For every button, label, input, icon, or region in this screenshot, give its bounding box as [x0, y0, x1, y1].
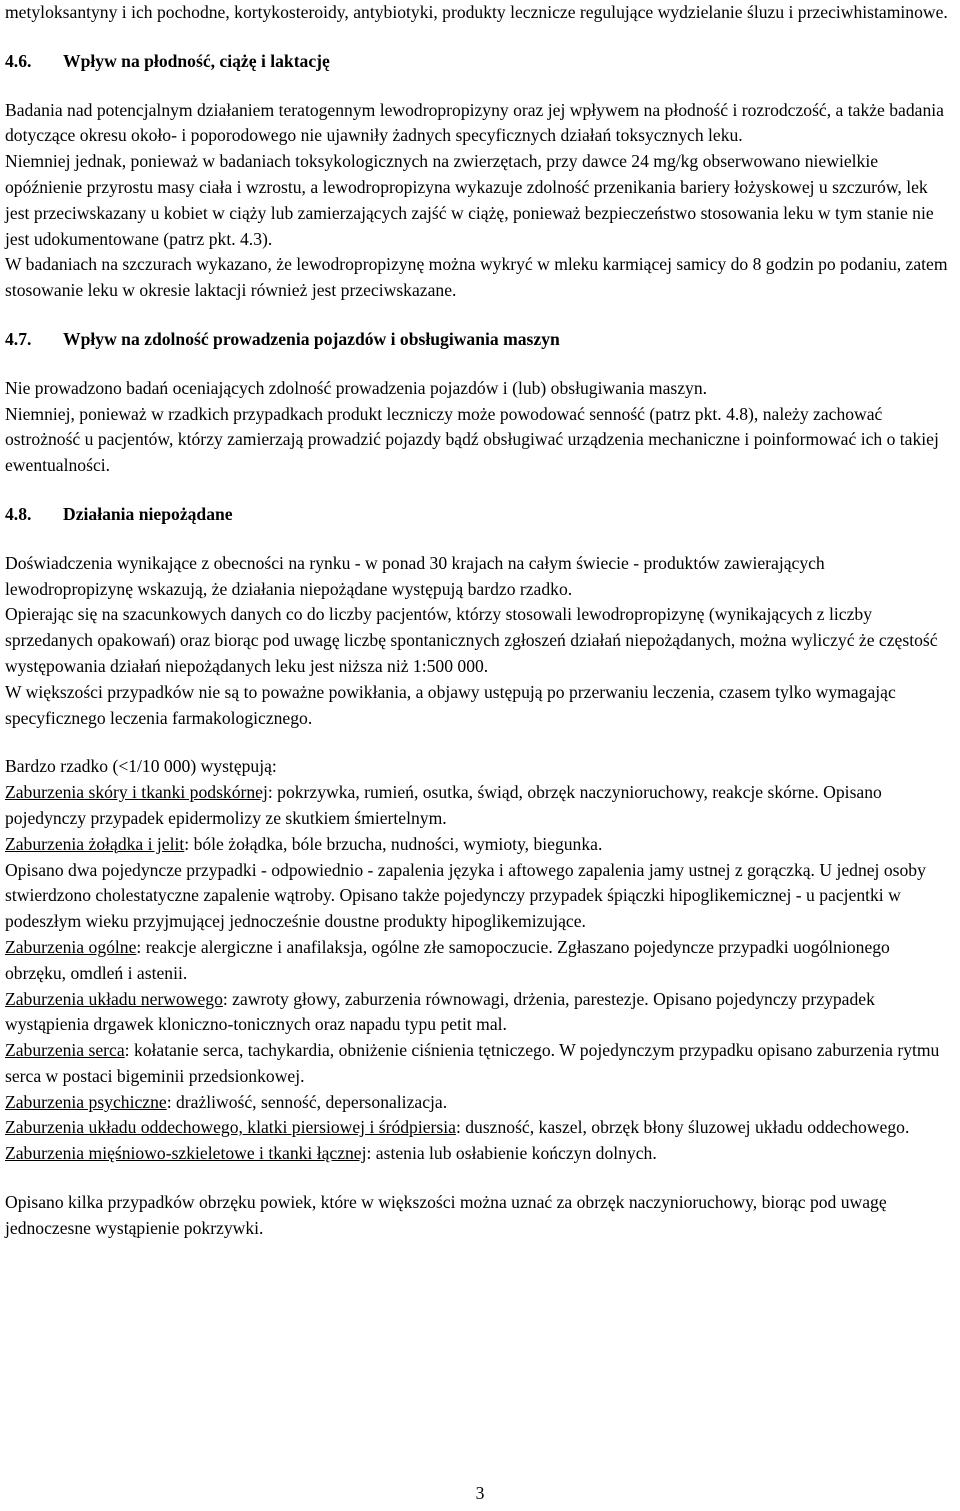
adverse-effect-text: Opisano dwa pojedyncze przypadki - odpowiednio - zapalenia języka i aftowego zapalenia jamy ustnej z gorączką. U jednej osoby stwierdzono cholestatyczne zapalenie wątroby. Opisano także pojedynczy przypadek śpiączki hipoglikemicznej - u pacjentki w podeszłym wieku przyjmującej jednocześnie doustne produkty hipoglikemizujące. [5, 859, 926, 932]
document-page [5, 0, 955, 1242]
section-number: 4.7. [5, 328, 32, 349]
organ-class-label: Zaburzenia układu nerwowego [5, 988, 223, 1009]
organ-class-label: Zaburzenia psychiczne [5, 1091, 167, 1112]
adverse-effect-item [5, 935, 955, 987]
adverse-effect-text: : pokrzywka, rumień, osutka, świąd, obrzęk naczynioruchowy, reakcje skórne. Opisano pojedynczy przypadek epidermolizy ze skutkiem śmiertelnym. [5, 782, 882, 828]
adverse-effect-text: : zawroty głowy, zaburzenia równowagi, drżenia, parestezje. Opisano pojedynczy przypadek wystąpienia drgawek kloniczno-tonicznych oraz napadu typu petit mal. [5, 988, 875, 1035]
paragraph: Niemniej, ponieważ w rzadkich przypadkach produkt leczniczy może powodować senność (patrz pkt. 4.8), należy zachować ostrożność u pacjentów, którzy zamierzają prowadzić pojazdy bądź obsługiwać urządzenia mechaniczne i poinformować ich o takiej ewentualności. [5, 403, 939, 476]
paragraph: W badaniach na szczurach wykazano, że lewodropropizynę można wykryć w mleku karmiącej samicy do 8 godzin po podaniu, zatem stosowanie leku w okresie laktacji również jest przeciwskazane. [5, 254, 948, 301]
adverse-effect-item [5, 1141, 955, 1167]
section-number: 4.8. [5, 503, 32, 524]
organ-class-label: Zaburzenia żołądka i jelit [5, 833, 185, 854]
adverse-effect-item [5, 858, 955, 935]
adverse-effect-text: : drażliwość, senność, depersonalizacja. [166, 1091, 448, 1112]
adverse-effect-item [5, 780, 955, 832]
paragraph: Niemniej jednak, ponieważ w badaniach toksykologicznych na zwierzętach, przy dawce 24 mg/kg obserwowano niewielkie opóźnienie przyrostu masy ciała i wzrostu, a lewodropropizyna wykazuje zdolność przenikania bariery łożyskowej u szczurów, lek jest przeciwskazany u kobiet w ciąży lub zamierzających zajść w ciążę, ponieważ bezpieczeństwo stosowania leku w tym stanie nie jest udokumentowane (patrz pkt. 4.3). [5, 151, 934, 249]
organ-class-label: Zaburzenia mięśniowo-szkieletowe i tkanki łącznej [5, 1143, 367, 1164]
adverse-effect-text: : duszność, kaszel, obrzęk błony śluzowej układu oddechowego. [455, 1117, 910, 1138]
paragraph: Nie prowadzono badań oceniających zdolność prowadzenia pojazdów i (lub) obsługiwania maszyn. [5, 377, 708, 398]
organ-class-label: Zaburzenia skóry i tkanki podskórnej [5, 782, 268, 803]
intro-paragraph: metyloksantyny i ich pochodne, kortykosteroidy, antybiotyki, produkty lecznicze regulujące wydzielanie śluzu i przeciwhistaminowe. [5, 2, 948, 22]
adverse-effect-item [5, 1090, 955, 1116]
paragraph: Doświadczenia wynikające z obecności na rynku - w ponad 30 krajach na całym świecie - produktów zawierających lewodropropizynę wskazują, że działania niepożądane występują bardzo rzadko. [5, 552, 825, 599]
section-title: Wpływ na zdolność prowadzenia pojazdów i obsługiwania maszyn [63, 328, 560, 349]
paragraph: Badania nad potencjalnym działaniem teratogennym lewodropropizyny oraz jej wpływem na płodność i rozrodczość, a także badania dotyczące okresu około- i poporodowego nie ujawniły żadnych specyficznych działań toksycznych leku. [5, 99, 944, 146]
adverse-effect-text: : bóle żołądka, bóle brzucha, nudności, wymioty, biegunka. [184, 833, 603, 854]
section-heading-4-6 [5, 49, 955, 75]
paragraph: W większości przypadków nie są to poważne powikłania, a objawy ustępują po przerwaniu leczenia, czasem tylko wymagając specyficznego leczenia farmakologicznego. [5, 681, 896, 728]
section-title: Wpływ na płodność, ciążę i laktację [63, 50, 330, 71]
organ-class-label: Zaburzenia ogólne [5, 936, 137, 957]
paragraph: Opierając się na szacunkowych danych co do liczby pacjentów, którzy stosowali lewodropropizynę (wynikających z liczby sprzedanych opakowań) oraz biorąc pod uwagę liczbę spontanicznych zgłoszeń działań niepożądanych, można wyliczyć że częstość występowania działań niepożądanych leku jest niższa niż 1:500 000. [5, 604, 938, 676]
organ-class-label: Zaburzenia serca [5, 1040, 125, 1061]
adverse-effect-text: : astenia lub osłabienie kończyn dolnych. [366, 1143, 657, 1164]
section-heading-4-8 [5, 502, 955, 528]
adverse-effect-text: : reakcje alergiczne i anafilaksja, ogólne złe samopoczucie. Zgłaszano pojedyncze przypadki uogólnionego obrzęku, omdleń i astenii. [5, 936, 890, 983]
section-number: 4.6. [5, 50, 32, 71]
adverse-effect-item [5, 832, 955, 858]
adverse-effect-item [5, 1038, 955, 1090]
adverse-effect-item [5, 1115, 955, 1141]
section-title: Działania niepożądane [63, 503, 233, 524]
adverse-effect-text: : kołatanie serca, tachykardia, obniżenie ciśnienia tętniczego. W pojedynczym przypadku opisano zaburzenia rytmu serca w postaci bigeminii przedsionkowej. [5, 1040, 940, 1086]
paragraph: Opisano kilka przypadków obrzęku powiek, które w większości można uznać za obrzęk naczynioruchowy, biorąc pod uwagę jednoczesne wystąpienie pokrzywki. [5, 1192, 887, 1238]
organ-class-label: Zaburzenia układu oddechowego, klatki piersiowej i śródpiersia [5, 1117, 456, 1138]
adverse-effect-item [5, 987, 955, 1039]
page-number: 3 [475, 1483, 485, 1503]
section-heading-4-7 [5, 327, 955, 353]
frequency-intro: Bardzo rzadko (<1/10 000) występują: [5, 756, 277, 777]
